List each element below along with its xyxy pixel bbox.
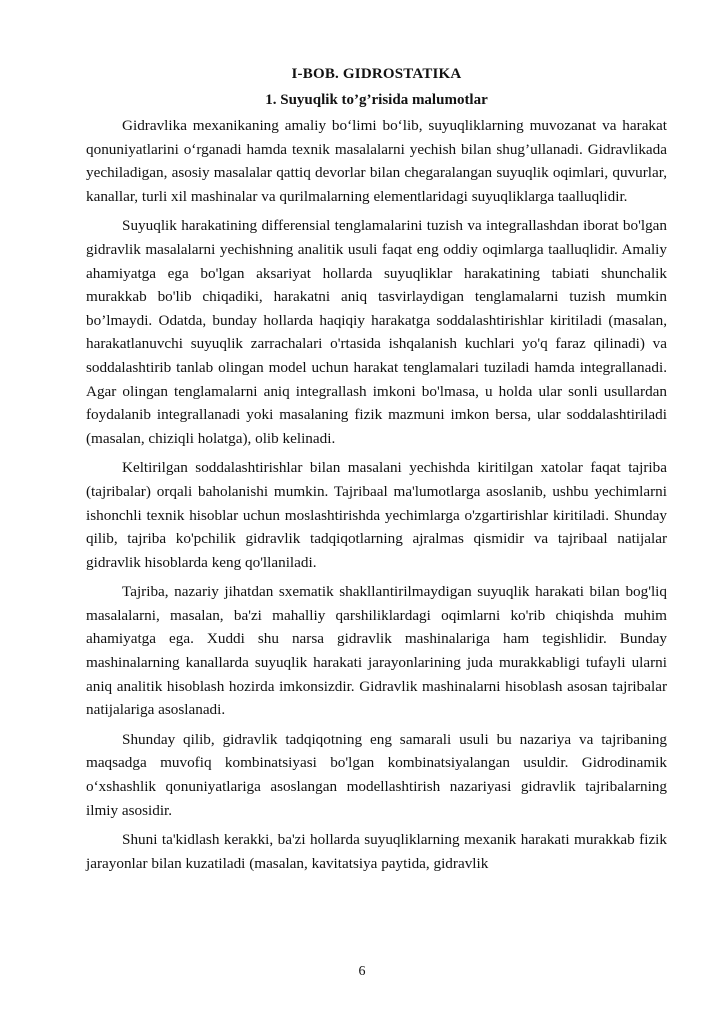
- section-title: 1. Suyuqlik to’g’risida malumotlar: [265, 92, 488, 108]
- paragraph-4: Tajriba, nazariy jihatdan sxematik shakllantirilmaydigan suyuqlik harakati bilan bog'liq masalalarni, masalan, ba'zi mahalliy qarshiliklardagi oqimlarni ko'rib chiqishda muhim ahamiyatga ega. Xuddi shu narsa gidravlik mashinalariga ham tegishlidir. Bunday mashinalarning kanallarda suyuqlik harakati jarayonlarining juda murakkabligi tufayli ularni aniq analitik hisoblash hozirda imkonsizdir. Gidravlik mashinalarni hisoblash asosan tajribalar natijalariga asoslanadi.: [86, 583, 667, 719]
- page-number: 6: [358, 964, 366, 979]
- paragraph-6: Shuni ta'kidlash kerakki, ba'zi hollarda suyuqliklarning mexanik harakati murakkab fizik jarayonlar bilan kuzatiladi (masalan, kavitatsiya paytida, gidravlik: [86, 831, 667, 872]
- paragraph-2: Suyuqlik harakatining differensial tenglamalarini tuzish va integrallashdan iborat bo'lgan gidravlik masalalarni yechishning analitik usuli faqat eng oddiy oqimlarga taalluqlidir. Amaliy ahamiyatga ega bo'lgan aksariyat hollarda suyuqliklar harakatining tabiati shunchalik murakkab bo'lib chiqadiki, harakatni aniq tasvirlaydigan tenglamalarni tuzish mumkin bo’lmaydi. Odatda, bunday hollarda haqiqiy harakatga soddalashtirishlar kiritiladi (masalan, harakatlanuvchi suyuqlik zarrachalari o'rtasida ishqalanish kuchlari yo'q faraz qilinadi) va soddalashtirib tanlab olingan model uchun harakat tenglamalari tuziladi hamda integrallanadi. Agar olingan tenglamalarni aniq integrallash imkoni bo'lmasa, u holda ular sonli usullardan foydalanib integrallanadi yoki masalaning fizik mazmuni imkon bersa, ular soddalashtiriladi (masalan, chiziqli holatga), olib kelinadi.: [86, 217, 667, 447]
- paragraph-5: Shunday qilib, gidravlik tadqiqotning eng samarali usuli bu nazariya va tajribaning maqsadga muvofiq kombinatsiyasi bo'lgan kombinatsiyalangan usuldir. Gidrodinamik o‘xshashlik qonuniyatlariga asoslangan modellashtirish nazariyasi gidravlik tajribalarning ilmiy asosidir.: [86, 730, 667, 819]
- paragraph-1: Gidravlika mexanikaning amaliy bo‘limi bo‘lib, suyuqliklarning muvozanat va harakat qonuniyatlarini o‘rganadi hamda texnik masalalarni yechish bilan shug’ullanadi. Gidravlikada yechiladigan, asosiy masalalar qattiq devorlar bilan chegaralangan suyuqlik oqimlari, quvurlar, kanallar, turli xil mashinalar va qurilmalarning elementlaridagi suyuqliklarga taalluqlidir.: [86, 117, 667, 205]
- paragraph-3: Keltirilgan soddalashtirishlar bilan masalani yechishda kiritilgan xatolar faqat tajriba (tajribalar) orqali baholanishi mumkin. Tajribaal ma'lumotlarga asoslanib, ushbu yechimlarni ishonchli texnik hisoblar uchun moslashtirishda yechimlarga o'zgartirishlar kiritiladi. Shunday qilib, tajriba ko'pchilik gidravlik tadqiqotlarning ajralmas qismidir va tajribaal natijalar gidravlik hisoblarda keng qo'llaniladi.: [86, 459, 667, 571]
- document-page: [86, 64, 667, 881]
- chapter-title: I-BOB. GIDROSTATIKA: [291, 66, 462, 82]
